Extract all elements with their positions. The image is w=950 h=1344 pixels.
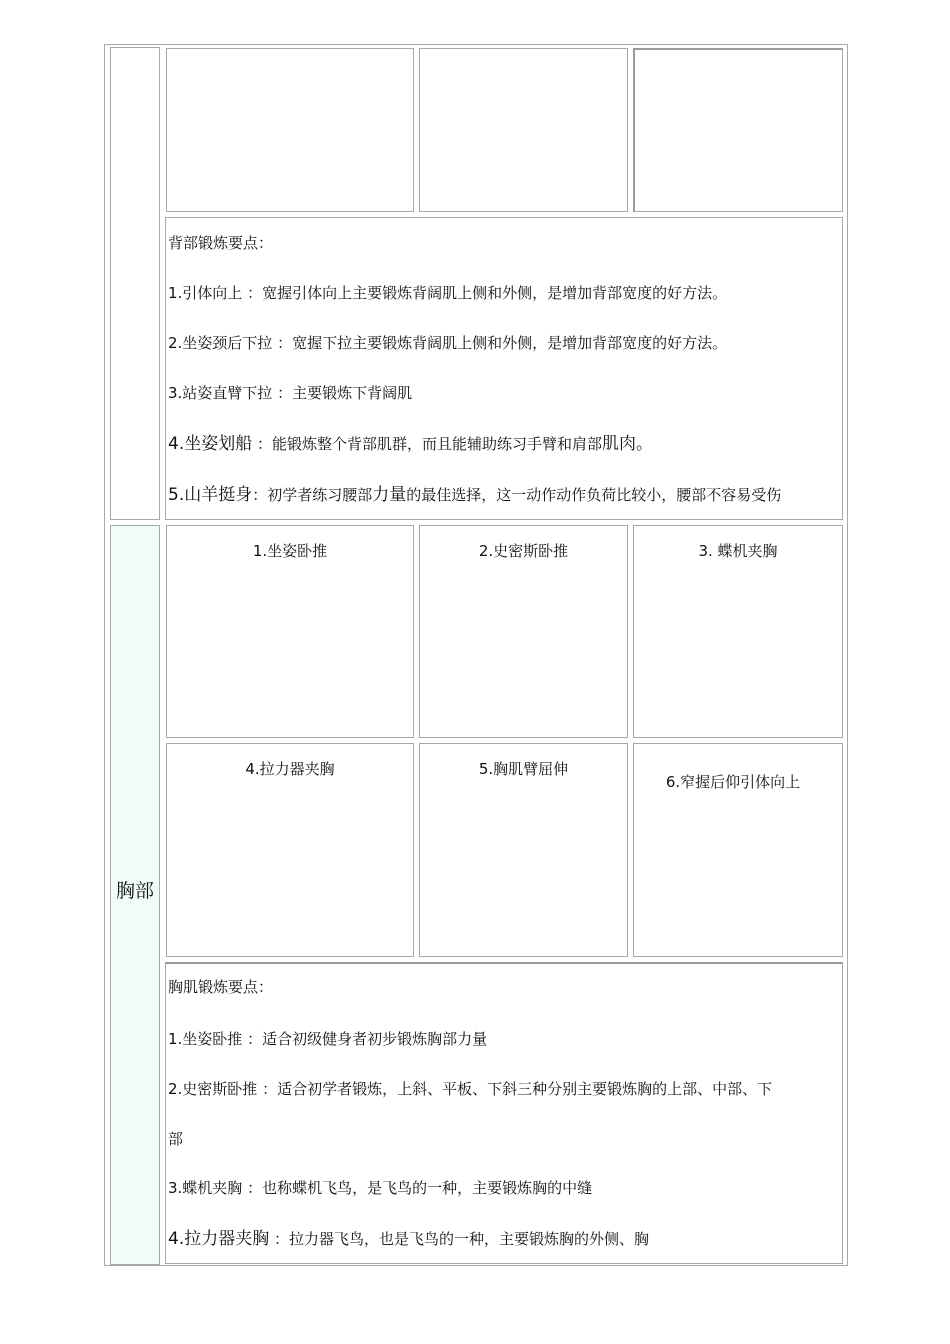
back-tip-5-body: ：初学者练习腰部 — [252, 486, 373, 504]
chest-exercise-caption-1: 1.坐姿卧推 — [252, 542, 328, 560]
back-tips-block — [165, 217, 843, 520]
chest-tip-4 — [168, 1224, 649, 1249]
chest-tip-1: 1.坐姿卧推 ：适合初级健身者初步锻炼胸部力量 — [168, 1030, 488, 1048]
chest-exercise-caption-3: 3. 蝶机夹胸 — [698, 542, 778, 560]
chest-tip-4-body: ：拉力器飞鸟，也是飞鸟的一种，主要锻炼胸的外侧、胸 — [269, 1230, 650, 1248]
chest-exercise-cell-2 — [419, 525, 628, 738]
back-tip-5-head: 5.山羊挺身 — [168, 485, 253, 505]
back-tip-4 — [168, 429, 653, 454]
chest-tip-4-head: 4.拉力器夹胸 — [168, 1229, 270, 1249]
back-tip-4-head: 4.坐姿划船 — [168, 434, 253, 454]
back-tip-4-body: ：能锻炼整个背部肌群，而且能辅助练习手臂和肩部 — [252, 435, 603, 453]
back-tip-4-tail: 肌肉。 — [602, 434, 654, 454]
chest-exercise-cell-3 — [633, 525, 843, 738]
chest-exercise-cell-1 — [166, 525, 414, 738]
back-tip-2: 2.坐姿颈后下拉 ：宽握下拉主要锻炼背阔肌上侧和外侧，是增加背部宽度的好方法。 — [168, 334, 728, 352]
back-tip-5-tail: 的最佳选择，这一动作动作负荷比较小，腰部不容易受伤 — [406, 486, 782, 504]
chest-exercise-cell-4 — [166, 743, 414, 957]
chest-section-label: 胸部 — [115, 880, 154, 902]
chest-exercise-caption-6: 6.窄握后仰引体向上 — [665, 773, 801, 791]
chest-tip-2b: 部 — [168, 1130, 184, 1148]
chest-tips-block — [165, 962, 843, 1264]
back-exercise-image-1 — [166, 48, 414, 212]
chest-tip-2a: 2.史密斯卧推 ：适合初学者锻炼，上斜、平板、下斜三种分别主要锻炼胸的上部、中部、下 — [168, 1080, 773, 1098]
back-tip-5-mid: 力量 — [372, 485, 407, 505]
chest-section-label-cell — [110, 525, 160, 1265]
back-tip-5 — [168, 480, 781, 505]
chest-tip-3: 3.蝶机夹胸 ：也称蝶机飞鸟，是飞鸟的一种，主要锻炼胸的中缝 — [168, 1179, 593, 1197]
chest-exercise-caption-2: 2.史密斯卧推 — [478, 542, 569, 560]
back-exercise-image-3 — [633, 48, 843, 212]
back-tip-3: 3.站姿直臂下拉 ：主要锻炼下背阔肌 — [168, 384, 413, 402]
chest-exercise-caption-4: 4.拉力器夹胸 — [245, 760, 335, 778]
chest-exercise-cell-5 — [419, 743, 628, 957]
chest-exercise-cell-6 — [633, 743, 843, 957]
back-exercise-image-2 — [419, 48, 628, 212]
chest-tips-title: 胸肌锻炼要点： — [168, 978, 274, 996]
chest-exercise-caption-5: 5.胸肌臂屈伸 — [478, 760, 569, 778]
back-section-label-cell — [110, 47, 160, 520]
back-tip-1: 1.引体向上 ：宽握引体向上主要锻炼背阔肌上侧和外侧，是增加背部宽度的好方法。 — [168, 284, 728, 302]
back-tips-title: 背部锻炼要点： — [168, 234, 274, 252]
